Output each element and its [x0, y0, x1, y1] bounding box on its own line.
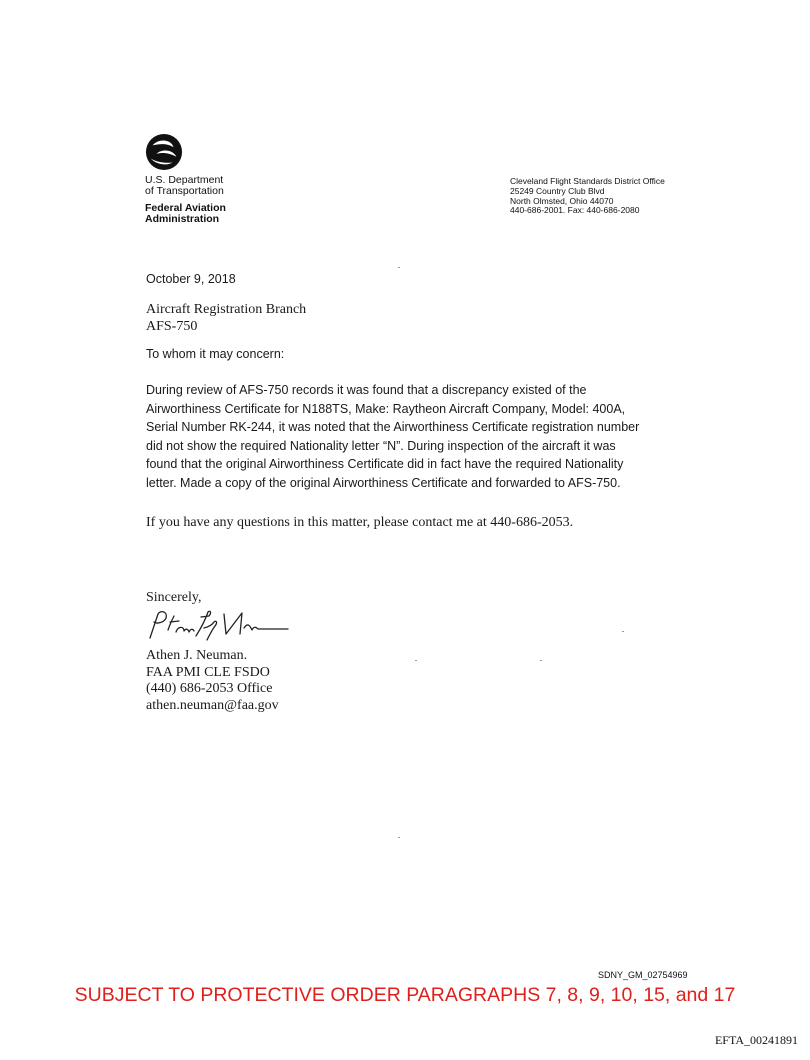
- signature-image: [146, 608, 291, 644]
- body-line: did not show the required Nationality letter “N”. During inspection of the aircraft it was: [146, 438, 616, 453]
- office-address: [510, 177, 665, 216]
- faa-line-2: Administration: [145, 213, 220, 225]
- letter-date: October 9, 2018: [146, 272, 236, 286]
- dept-line-1: U.S. Department: [145, 174, 224, 186]
- scan-speck: [540, 660, 542, 661]
- body-paragraph: [146, 381, 736, 493]
- recipient: [146, 301, 306, 335]
- dot-logo-icon: [145, 133, 183, 171]
- body-line: Serial Number RK-244, it was noted that the Airworthiness Certificate registration number: [146, 420, 640, 435]
- recipient-line-1: Aircraft Registration Branch: [146, 302, 307, 317]
- protective-order-notice: SUBJECT TO PROTECTIVE ORDER PARAGRAPHS 7, 8, 9, 10, 15, and 17: [74, 984, 736, 1006]
- signer-phone: (440) 686-2053 Office: [146, 681, 273, 696]
- body-line: During review of AFS-750 records it was found that a discrepancy existed of the: [146, 383, 587, 397]
- signature-block: [146, 648, 279, 714]
- recipient-line-2: AFS-750: [146, 319, 198, 334]
- agency-name: [145, 175, 226, 225]
- signer-title: FAA PMI CLE FSDO: [146, 664, 270, 680]
- body-line: found that the original Airworthiness Certificate did in fact have the required Nationality: [146, 457, 624, 472]
- office-city: North Olmsted, Ohio 44070: [510, 195, 614, 206]
- dept-line-2: of Transportation: [145, 185, 224, 197]
- faa-line-1: Federal Aviation: [145, 202, 226, 214]
- salutation: To whom it may concern:: [146, 347, 285, 361]
- signer-name: Athen J. Neuman.: [146, 648, 248, 663]
- scan-speck: [398, 267, 400, 268]
- office-phones: 440-686-2001. Fax: 440-686-2080: [510, 205, 640, 216]
- office-name: Cleveland Flight Standards District Office: [510, 176, 665, 186]
- scan-speck: [415, 660, 417, 661]
- scan-speck: [398, 837, 400, 838]
- scan-speck: [622, 631, 624, 632]
- efta-number: EFTA_00241891: [714, 1033, 798, 1047]
- contact-line: If you have any questions in this matter, please contact me at 440-686-2053.: [146, 515, 574, 530]
- closing: Sincerely,: [146, 590, 202, 605]
- body-line: Airworthiness Certificate for N188TS, Make: Raytheon Aircraft Company, Model: 400A,: [146, 401, 626, 416]
- body-line: letter. Made a copy of the original Airworthiness Certificate and forwarded to AFS-750.: [146, 475, 621, 490]
- bates-number: SDNY_GM_02754969: [598, 970, 688, 980]
- office-street: 25249 Country Club Blvd: [510, 185, 605, 196]
- signer-email: athen.neuman@faa.gov: [146, 697, 279, 713]
